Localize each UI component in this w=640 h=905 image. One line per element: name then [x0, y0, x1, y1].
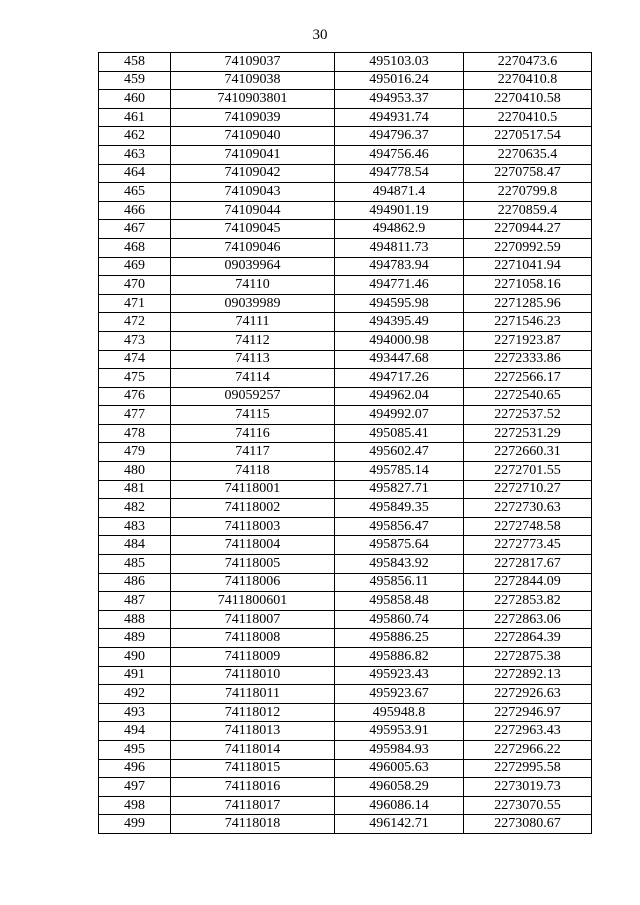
x-coordinate-cell: 495984.93	[335, 740, 464, 759]
table-row	[99, 685, 592, 704]
row-index-cell: 468	[99, 238, 171, 257]
y-coordinate-cell: 2270410.8	[464, 71, 592, 90]
table-row	[99, 759, 592, 778]
x-coordinate-cell: 493447.68	[335, 350, 464, 369]
row-index-cell: 458	[99, 53, 171, 72]
table-row	[99, 276, 592, 295]
table-row	[99, 666, 592, 685]
y-coordinate-cell: 2270473.6	[464, 53, 592, 72]
y-coordinate-cell: 2273080.67	[464, 815, 592, 834]
row-index-cell: 472	[99, 313, 171, 332]
table-row	[99, 648, 592, 667]
y-coordinate-cell: 2272537.52	[464, 406, 592, 425]
y-coordinate-cell: 2270410.5	[464, 108, 592, 127]
point-id-cell: 74118017	[171, 796, 335, 815]
row-index-cell: 491	[99, 666, 171, 685]
y-coordinate-cell: 2272660.31	[464, 443, 592, 462]
x-coordinate-cell: 495103.03	[335, 53, 464, 72]
row-index-cell: 494	[99, 722, 171, 741]
y-coordinate-cell: 2272817.67	[464, 555, 592, 574]
x-coordinate-cell: 494862.9	[335, 220, 464, 239]
table-row	[99, 815, 592, 834]
row-index-cell: 459	[99, 71, 171, 90]
table-row	[99, 108, 592, 127]
x-coordinate-cell: 495875.64	[335, 536, 464, 555]
x-coordinate-cell: 495886.25	[335, 629, 464, 648]
point-id-cell: 74116	[171, 424, 335, 443]
point-id-cell: 74118001	[171, 480, 335, 499]
row-index-cell: 492	[99, 685, 171, 704]
point-id-cell: 7411800601	[171, 592, 335, 611]
table-row	[99, 387, 592, 406]
x-coordinate-cell: 494771.46	[335, 276, 464, 295]
row-index-cell: 478	[99, 424, 171, 443]
x-coordinate-cell: 495785.14	[335, 462, 464, 481]
table-row	[99, 629, 592, 648]
point-id-cell: 74109045	[171, 220, 335, 239]
x-coordinate-cell: 494953.37	[335, 90, 464, 109]
y-coordinate-cell: 2272926.63	[464, 685, 592, 704]
x-coordinate-cell: 494717.26	[335, 369, 464, 388]
y-coordinate-cell: 2272995.58	[464, 759, 592, 778]
point-id-cell: 74109037	[171, 53, 335, 72]
x-coordinate-cell: 495860.74	[335, 610, 464, 629]
row-index-cell: 493	[99, 703, 171, 722]
row-index-cell: 477	[99, 406, 171, 425]
table-row	[99, 592, 592, 611]
table-row	[99, 183, 592, 202]
point-id-cell: 74118015	[171, 759, 335, 778]
x-coordinate-cell: 494756.46	[335, 145, 464, 164]
y-coordinate-cell: 2272531.29	[464, 424, 592, 443]
x-coordinate-cell: 495886.82	[335, 648, 464, 667]
y-coordinate-cell: 2270799.8	[464, 183, 592, 202]
table-row	[99, 145, 592, 164]
x-coordinate-cell: 496005.63	[335, 759, 464, 778]
table-row	[99, 127, 592, 146]
point-id-cell: 74118018	[171, 815, 335, 834]
row-index-cell: 466	[99, 201, 171, 220]
row-index-cell: 460	[99, 90, 171, 109]
y-coordinate-cell: 2271285.96	[464, 294, 592, 313]
x-coordinate-cell: 495843.92	[335, 555, 464, 574]
point-id-cell: 74109040	[171, 127, 335, 146]
row-index-cell: 479	[99, 443, 171, 462]
y-coordinate-cell: 2272892.13	[464, 666, 592, 685]
table-row	[99, 443, 592, 462]
x-coordinate-cell: 494871.4	[335, 183, 464, 202]
y-coordinate-cell: 2271546.23	[464, 313, 592, 332]
table-row	[99, 740, 592, 759]
y-coordinate-cell: 2273070.55	[464, 796, 592, 815]
x-coordinate-cell: 494931.74	[335, 108, 464, 127]
table-row	[99, 164, 592, 183]
table-body	[99, 53, 592, 834]
table-row	[99, 238, 592, 257]
row-index-cell: 476	[99, 387, 171, 406]
x-coordinate-cell: 495849.35	[335, 499, 464, 518]
point-id-cell: 74118016	[171, 778, 335, 797]
y-coordinate-cell: 2272863.06	[464, 610, 592, 629]
row-index-cell: 496	[99, 759, 171, 778]
table-row	[99, 90, 592, 109]
y-coordinate-cell: 2270859.4	[464, 201, 592, 220]
point-id-cell: 74110	[171, 276, 335, 295]
point-id-cell: 74109041	[171, 145, 335, 164]
x-coordinate-cell: 496086.14	[335, 796, 464, 815]
y-coordinate-cell: 2272875.38	[464, 648, 592, 667]
table-row	[99, 406, 592, 425]
point-id-cell: 74118007	[171, 610, 335, 629]
point-id-cell: 74111	[171, 313, 335, 332]
row-index-cell: 464	[99, 164, 171, 183]
row-index-cell: 465	[99, 183, 171, 202]
point-id-cell: 74117	[171, 443, 335, 462]
y-coordinate-cell: 2272710.27	[464, 480, 592, 499]
x-coordinate-cell: 495085.41	[335, 424, 464, 443]
table-row	[99, 517, 592, 536]
row-index-cell: 482	[99, 499, 171, 518]
table-row	[99, 369, 592, 388]
table-row	[99, 350, 592, 369]
point-id-cell: 09039989	[171, 294, 335, 313]
row-index-cell: 470	[99, 276, 171, 295]
x-coordinate-cell: 494595.98	[335, 294, 464, 313]
table-row	[99, 778, 592, 797]
y-coordinate-cell: 2273019.73	[464, 778, 592, 797]
table-row	[99, 53, 592, 72]
point-id-cell: 74113	[171, 350, 335, 369]
table-row	[99, 313, 592, 332]
row-index-cell: 475	[99, 369, 171, 388]
y-coordinate-cell: 2272566.17	[464, 369, 592, 388]
x-coordinate-cell: 494811.73	[335, 238, 464, 257]
row-index-cell: 489	[99, 629, 171, 648]
y-coordinate-cell: 2272864.39	[464, 629, 592, 648]
y-coordinate-cell: 2270992.59	[464, 238, 592, 257]
row-index-cell: 471	[99, 294, 171, 313]
point-id-cell: 74109044	[171, 201, 335, 220]
point-id-cell: 74118002	[171, 499, 335, 518]
y-coordinate-cell: 2272748.58	[464, 517, 592, 536]
row-index-cell: 469	[99, 257, 171, 276]
y-coordinate-cell: 2272963.43	[464, 722, 592, 741]
x-coordinate-cell: 496142.71	[335, 815, 464, 834]
y-coordinate-cell: 2272844.09	[464, 573, 592, 592]
x-coordinate-cell: 495856.11	[335, 573, 464, 592]
point-id-cell: 74109038	[171, 71, 335, 90]
x-coordinate-cell: 495827.71	[335, 480, 464, 499]
table-row	[99, 796, 592, 815]
x-coordinate-cell: 494992.07	[335, 406, 464, 425]
point-id-cell: 74118012	[171, 703, 335, 722]
table-row	[99, 294, 592, 313]
row-index-cell: 490	[99, 648, 171, 667]
y-coordinate-cell: 2272701.55	[464, 462, 592, 481]
table-row	[99, 71, 592, 90]
x-coordinate-cell: 495016.24	[335, 71, 464, 90]
row-index-cell: 467	[99, 220, 171, 239]
x-coordinate-cell: 494901.19	[335, 201, 464, 220]
y-coordinate-cell: 2272966.22	[464, 740, 592, 759]
row-index-cell: 487	[99, 592, 171, 611]
row-index-cell: 480	[99, 462, 171, 481]
point-id-cell: 74118003	[171, 517, 335, 536]
table-row	[99, 331, 592, 350]
x-coordinate-cell: 495953.91	[335, 722, 464, 741]
table-row	[99, 462, 592, 481]
point-id-cell: 74112	[171, 331, 335, 350]
table-row	[99, 220, 592, 239]
x-coordinate-cell: 495858.48	[335, 592, 464, 611]
x-coordinate-cell: 494962.04	[335, 387, 464, 406]
y-coordinate-cell: 2272730.63	[464, 499, 592, 518]
table-row	[99, 257, 592, 276]
row-index-cell: 497	[99, 778, 171, 797]
row-index-cell: 463	[99, 145, 171, 164]
y-coordinate-cell: 2271058.16	[464, 276, 592, 295]
table-row	[99, 424, 592, 443]
table-row	[99, 536, 592, 555]
row-index-cell: 486	[99, 573, 171, 592]
coordinates-table	[98, 52, 592, 834]
y-coordinate-cell: 2272853.82	[464, 592, 592, 611]
y-coordinate-cell: 2270517.54	[464, 127, 592, 146]
table-row	[99, 499, 592, 518]
point-id-cell: 74118006	[171, 573, 335, 592]
row-index-cell: 488	[99, 610, 171, 629]
point-id-cell: 74118011	[171, 685, 335, 704]
page-number: 30	[312, 27, 328, 43]
y-coordinate-cell: 2270635.4	[464, 145, 592, 164]
point-id-cell: 74109042	[171, 164, 335, 183]
table-row	[99, 555, 592, 574]
x-coordinate-cell: 495948.8	[335, 703, 464, 722]
row-index-cell: 462	[99, 127, 171, 146]
x-coordinate-cell: 494783.94	[335, 257, 464, 276]
point-id-cell: 74118004	[171, 536, 335, 555]
y-coordinate-cell: 2272333.86	[464, 350, 592, 369]
point-id-cell: 09059257	[171, 387, 335, 406]
y-coordinate-cell: 2270758.47	[464, 164, 592, 183]
y-coordinate-cell: 2272946.97	[464, 703, 592, 722]
y-coordinate-cell: 2272540.65	[464, 387, 592, 406]
x-coordinate-cell: 494395.49	[335, 313, 464, 332]
table-row	[99, 573, 592, 592]
point-id-cell: 74118009	[171, 648, 335, 667]
row-index-cell: 474	[99, 350, 171, 369]
table-row	[99, 201, 592, 220]
x-coordinate-cell: 494778.54	[335, 164, 464, 183]
point-id-cell: 7410903801	[171, 90, 335, 109]
row-index-cell: 485	[99, 555, 171, 574]
y-coordinate-cell: 2270410.58	[464, 90, 592, 109]
row-index-cell: 481	[99, 480, 171, 499]
row-index-cell: 461	[99, 108, 171, 127]
x-coordinate-cell: 494000.98	[335, 331, 464, 350]
x-coordinate-cell: 495856.47	[335, 517, 464, 536]
row-index-cell: 484	[99, 536, 171, 555]
x-coordinate-cell: 496058.29	[335, 778, 464, 797]
y-coordinate-cell: 2271041.94	[464, 257, 592, 276]
y-coordinate-cell: 2270944.27	[464, 220, 592, 239]
table-row	[99, 722, 592, 741]
x-coordinate-cell: 495602.47	[335, 443, 464, 462]
point-id-cell: 74118014	[171, 740, 335, 759]
point-id-cell: 74118010	[171, 666, 335, 685]
point-id-cell: 74114	[171, 369, 335, 388]
row-index-cell: 495	[99, 740, 171, 759]
row-index-cell: 499	[99, 815, 171, 834]
row-index-cell: 473	[99, 331, 171, 350]
x-coordinate-cell: 495923.43	[335, 666, 464, 685]
y-coordinate-cell: 2271923.87	[464, 331, 592, 350]
point-id-cell: 74118005	[171, 555, 335, 574]
point-id-cell: 74109043	[171, 183, 335, 202]
point-id-cell: 74118013	[171, 722, 335, 741]
x-coordinate-cell: 494796.37	[335, 127, 464, 146]
row-index-cell: 498	[99, 796, 171, 815]
table-row	[99, 610, 592, 629]
table-row	[99, 480, 592, 499]
x-coordinate-cell: 495923.67	[335, 685, 464, 704]
y-coordinate-cell: 2272773.45	[464, 536, 592, 555]
table-row	[99, 703, 592, 722]
point-id-cell: 74109046	[171, 238, 335, 257]
row-index-cell: 483	[99, 517, 171, 536]
point-id-cell: 74115	[171, 406, 335, 425]
point-id-cell: 74118	[171, 462, 335, 481]
point-id-cell: 09039964	[171, 257, 335, 276]
point-id-cell: 74118008	[171, 629, 335, 648]
point-id-cell: 74109039	[171, 108, 335, 127]
